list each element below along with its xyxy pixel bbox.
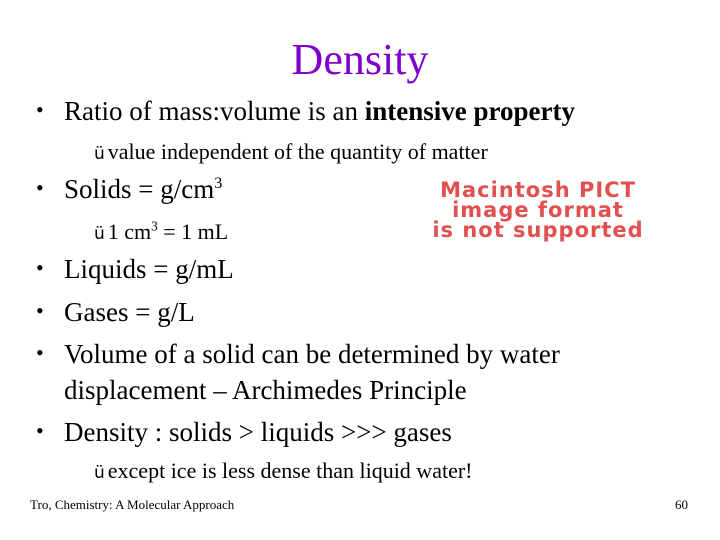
bullet-icon: • — [36, 340, 44, 365]
unsupported-image-placeholder — [388, 180, 688, 240]
bullet-icon: • — [36, 97, 44, 122]
sub-bullet-item — [94, 457, 473, 487]
bullet-text-part: Solids = g/cm — [64, 174, 215, 204]
sub-bullet-item — [94, 218, 228, 248]
placeholder-line: Macintosh PICT — [440, 178, 636, 202]
superscript: 3 — [151, 218, 158, 234]
bullet-text: Liquids = g/mL — [64, 254, 234, 284]
bullet-text: Density : solids > liquids >>> gases — [64, 417, 452, 447]
bullet-text: Volume of a solid can be determined by water — [64, 339, 560, 369]
bullet-icon: • — [36, 255, 44, 280]
slide-title: Density — [291, 35, 429, 84]
bullet-text-continuation: displacement – Archimedes Principle — [64, 375, 467, 405]
bullet-text — [64, 93, 575, 129]
footer-source: Tro, Chemistry: A Molecular Approach — [30, 497, 235, 512]
bullet-icon: • — [36, 298, 44, 323]
sub-bullet-item — [94, 138, 488, 168]
sub-bullet-text-part: 1 cm — [107, 219, 152, 244]
bullet-icon: • — [36, 175, 44, 200]
bullet-text-part: Ratio of mass:volume is an — [64, 96, 365, 126]
placeholder-line: image format — [452, 198, 624, 222]
check-icon: ü — [94, 463, 105, 483]
check-icon: ü — [94, 144, 105, 164]
check-icon: ü — [94, 224, 105, 244]
bullet-text — [64, 171, 222, 207]
sub-bullet-text: except ice is less dense than liquid water! — [107, 458, 473, 483]
bullet-text: Gases = g/L — [64, 297, 195, 327]
page-number: 60 — [675, 497, 688, 512]
placeholder-line: is not supported — [432, 218, 644, 242]
superscript: 3 — [214, 174, 223, 192]
bullet-icon: • — [36, 418, 44, 443]
sub-bullet-text-part: = 1 mL — [157, 219, 229, 244]
sub-bullet-text: value independent of the quantity of matter — [107, 139, 488, 164]
bullet-text-bold: intensive property — [364, 96, 575, 126]
